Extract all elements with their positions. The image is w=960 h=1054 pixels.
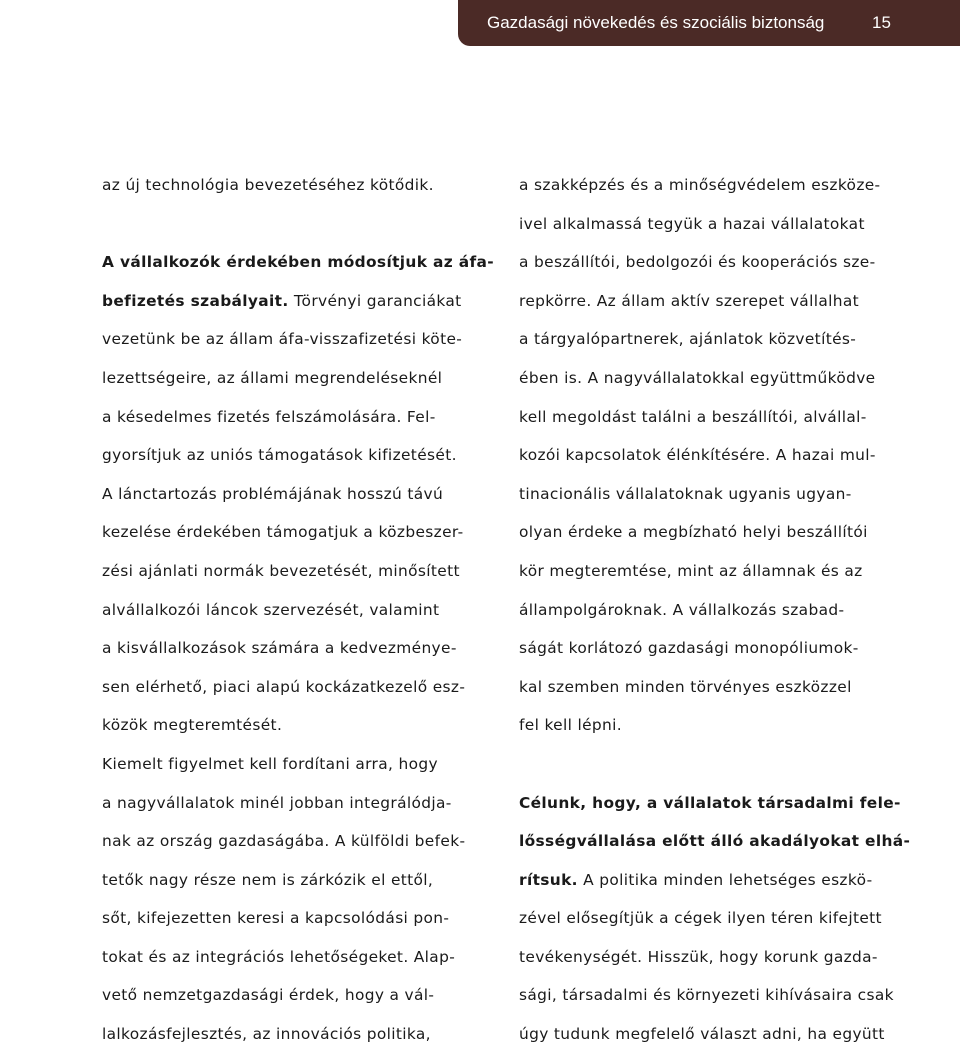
text-line: lalkozásfejlesztés, az innovációs politika,	[102, 1025, 431, 1044]
text-line: a szakképzés és a minőségvédelem eszköze-	[519, 176, 881, 194]
bold-text-segment: befizetés szabályait.	[102, 291, 289, 310]
text-line: kell megoldást találni a beszállítói, alvállal-	[519, 407, 867, 426]
text-line: sen elérhető, piaci alapú kockázatkezelő esz-	[102, 677, 466, 696]
text-line: zével elősegítjük a cégek ilyen téren kifejtett	[519, 909, 882, 928]
text-line: a nagyvállalatok minél jobban integrálódja-	[102, 793, 452, 812]
left-text-column	[102, 166, 495, 1054]
text-line: sági, társadalmi és környezeti kihívásaira csak	[519, 986, 894, 1005]
page-number: 15	[872, 13, 891, 32]
text-line: az új technológia bevezetéséhez kötődik.	[102, 176, 434, 194]
paragraph-gap	[519, 745, 899, 784]
text-line: vezetünk be az állam áfa-visszafizetési köte-	[102, 330, 463, 349]
text-line: Célunk, hogy, a vállalatok társadalmi fele-	[519, 793, 901, 812]
text-line: úgy tudunk megfelelő választ adni, ha együtt	[519, 1025, 885, 1044]
text-line: tokat és az integrációs lehetőségeket. Alap-	[102, 947, 456, 966]
text-line: gyorsítjuk az uniós támogatások kifizetését.	[102, 446, 457, 465]
text-segment: A politika minden lehetséges eszkö-	[577, 870, 873, 889]
text-line: A vállalkozók érdekében módosítjuk az áfa-	[102, 253, 495, 272]
text-line: kozói kapcsolatok élénkítésére. A hazai mul-	[519, 446, 876, 465]
text-line	[519, 861, 899, 900]
running-header	[458, 0, 960, 46]
text-line: a tárgyalópartnerek, ajánlatok közvetítés-	[519, 330, 857, 349]
text-line	[102, 282, 482, 321]
text-line: fel kell lépni.	[519, 716, 623, 735]
text-line: Kiemelt figyelmet kell fordítani arra, hogy	[102, 754, 438, 773]
text-line: ivel alkalmassá tegyük a hazai vállalatokat	[519, 214, 865, 233]
text-line: vető nemzetgazdasági érdek, hogy a vál-	[102, 986, 435, 1005]
text-line: állampolgároknak. A vállalkozás szabad-	[519, 600, 845, 619]
text-line: a kisvállalkozások számára a kedvezménye-	[102, 639, 457, 658]
text-line: repkörre. Az állam aktív szerepet vállalhat	[519, 291, 860, 310]
text-line: tevékenységét. Hisszük, hogy korunk gazda-	[519, 947, 878, 966]
text-segment: Törvényi garanciákat	[288, 291, 462, 310]
text-line: zési ajánlati normák bevezetését, minősített	[102, 561, 460, 580]
header-title: Gazdasági növekedés és szociális biztonság	[487, 13, 825, 32]
text-line: sőt, kifejezetten keresi a kapcsolódási pon-	[102, 909, 450, 928]
text-line: lezettségeire, az állami megrendeléseknél	[102, 368, 443, 387]
text-line: ében is. A nagyvállalatokkal együttműködve	[519, 368, 876, 387]
bold-text-segment: rítsuk.	[519, 870, 578, 889]
text-line: A lánctartozás problémájának hosszú távú	[102, 484, 444, 503]
text-line: a késedelmes fizetés felszámolására. Fel-	[102, 407, 436, 426]
text-line: kör megteremtése, mint az államnak és az	[519, 561, 863, 580]
text-line: alvállalkozói láncok szervezését, valamint	[102, 600, 440, 619]
right-text-column	[519, 166, 911, 1054]
text-line: olyan érdeke a megbízható helyi beszállítói	[519, 523, 868, 542]
text-line: a beszállítói, bedolgozói és kooperációs sze-	[519, 253, 876, 272]
paragraph-gap	[102, 205, 482, 244]
text-line: ságát korlátozó gazdasági monopóliumok-	[519, 639, 859, 658]
text-line: kal szemben minden törvényes eszközzel	[519, 677, 852, 696]
text-line: nak az ország gazdaságába. A külföldi befek-	[102, 832, 466, 851]
text-line: lősségvállalása előtt álló akadályokat elhá-	[519, 832, 911, 851]
text-line: közök megteremtését.	[102, 716, 283, 735]
text-line: tetők nagy része nem is zárkózik el ettől,	[102, 870, 434, 889]
text-line: tinacionális vállalatoknak ugyanis ugyan-	[519, 484, 852, 503]
text-line: kezelése érdekében támogatjuk a közbeszer-	[102, 523, 464, 542]
